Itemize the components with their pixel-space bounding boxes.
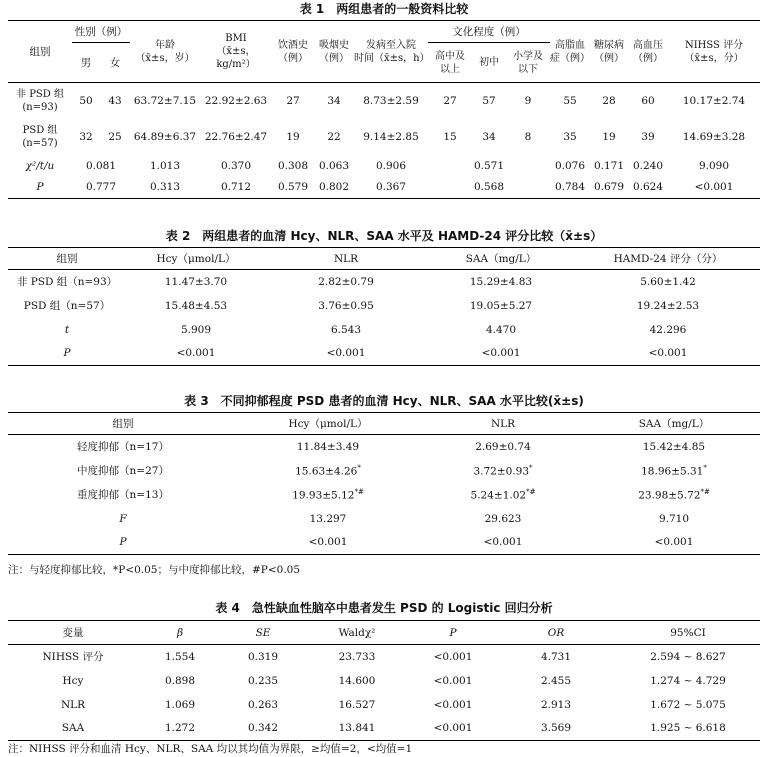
t3-header-nlr: NLR bbox=[490, 417, 516, 430]
t3-row-severe: 重度抑郁（n=13） 19.93±5.12*# 5.24±1.02*# 23.98±5.72*# bbox=[77, 487, 710, 502]
t4-header-or: OR bbox=[547, 626, 565, 639]
t1-row-psd: PSD 组 (n=57) 32 25 64.89±6.37 22.76±2.47 19 22 9.14±2.85 15 34 8 35 19 39 14.69±3.28 bbox=[22, 124, 746, 149]
t1-header-smoking: 吸烟史 （例） bbox=[319, 39, 349, 64]
t3-row-mild: 轻度抑郁（n=17） 11.84±3.49 2.69±0.74 15.42±4.85 bbox=[77, 440, 706, 454]
t4-row-nlr: NLR 1.069 0.263 16.527 <0.001 2.913 1.672 ~ 5.075 bbox=[60, 698, 726, 711]
t4-header-ci: 95%CI bbox=[670, 626, 706, 639]
table1-caption: 表 1 两组患者的一般资料比较 bbox=[299, 2, 469, 16]
t3-row-moderate: 中度抑郁（n=27） 15.63±4.26* 3.72±0.93* 18.96±5.31* bbox=[77, 463, 707, 478]
t1-header-male: 男 bbox=[80, 57, 92, 69]
t1-header-drinking: 饮酒史 （例） bbox=[278, 39, 308, 64]
t1-header-age: 年龄 （x̄±s，岁） bbox=[135, 39, 195, 64]
t3-row-f: F 13.297 29.623 9.710 bbox=[119, 512, 690, 525]
t3-header-hcy: Hcy（μmol/L） bbox=[288, 418, 368, 430]
t4-row-hcy: Hcy 0.898 0.235 14.600 <0.001 2.455 1.274 ~ 4.729 bbox=[62, 674, 726, 687]
table3-caption: 表 3 不同抑郁程度 PSD 患者的血清 Hcy、NLR、SAA 水平比较(x̄±s) bbox=[184, 394, 584, 408]
t2-header-hcy: Hcy（μmol/L） bbox=[156, 253, 236, 265]
table3-note: 注：与轻度抑郁比较，*P<0.05；与中度抑郁比较，#P<0.05 bbox=[8, 564, 301, 576]
t2-header-saa: SAA（mg/L） bbox=[465, 253, 537, 265]
t2-header-nlr: NLR bbox=[333, 252, 359, 265]
t1-row-p: P 0.777 0.313 0.712 0.579 0.802 0.367 0.568 0.784 0.679 0.624 <0.001 bbox=[8, 177, 760, 199]
t1-header-hypertension: 高血压 （例） bbox=[633, 39, 663, 64]
t4-row-saa: SAA 1.272 0.342 13.841 <0.001 3.569 1.925 ~ 6.618 bbox=[8, 717, 760, 741]
t4-header-wald: Waldχ² bbox=[338, 626, 376, 639]
t1-header-sex: 性别（例） bbox=[72, 21, 130, 43]
table4 bbox=[8, 620, 760, 741]
table1 bbox=[8, 20, 760, 199]
t1-header-education: 文化程度（例） bbox=[428, 21, 550, 43]
t3-row-p: P <0.001 <0.001 <0.001 bbox=[8, 531, 760, 555]
t1-header-onset: 发病至入院 时间（x̄±s，h） bbox=[354, 39, 430, 64]
t3-header-group: 组别 bbox=[112, 418, 134, 430]
t1-row-statistic: χ²/t/u 0.081 1.013 0.370 0.308 0.063 0.906 0.571 0.076 0.171 0.240 9.090 bbox=[25, 159, 730, 172]
t1-header-female: 女 bbox=[109, 57, 121, 69]
t2-row-p: P <0.001 <0.001 <0.001 <0.001 bbox=[8, 342, 760, 366]
t1-header-hyperlipidemia: 高脂血 症（例） bbox=[550, 39, 590, 64]
t4-header-beta: β bbox=[176, 626, 184, 639]
table4-caption: 表 4 急性缺血性脑卒中患者发生 PSD 的 Logistic 回归分析 bbox=[215, 601, 553, 615]
t4-row-nihss: NIHSS 评分 1.554 0.319 23.733 <0.001 4.731 2.594 ~ 8.627 bbox=[42, 650, 726, 664]
table2 bbox=[8, 247, 760, 366]
table2-caption: 表 2 两组患者的血清 Hcy、NLR、SAA 水平及 HAMD-24 评分比较（x̄±s） bbox=[165, 229, 603, 243]
t1-header-group: 组别 bbox=[29, 46, 51, 58]
t1-header-edu-middle: 初中 bbox=[479, 57, 499, 68]
t1-header-diabetes: 糖尿病 （例） bbox=[594, 39, 624, 64]
t3-header-saa: SAA（mg/L） bbox=[638, 418, 710, 430]
t2-header-hamd: HAMD-24 评分（分） bbox=[613, 253, 723, 265]
t2-row-t: t 5.909 6.543 4.470 42.296 bbox=[64, 323, 687, 336]
t1-header-nihss: NIHSS 评分 （x̄±s，分） bbox=[684, 39, 744, 64]
t2-row-psd: PSD 组（n=57） 15.48±4.53 3.76±0.95 19.05±5.27 19.24±2.53 bbox=[23, 299, 700, 312]
t2-header-group: 组别 bbox=[56, 253, 78, 265]
table4-note: 注：NIHSS 评分和血清 Hcy、NLR、SAA 均以其均值为界限，≥均值=2，<均值=1 bbox=[8, 743, 413, 755]
t2-row-non-psd: 非 PSD 组（n=93） 11.47±3.70 2.82±0.79 15.29±4.83 5.60±1.42 bbox=[16, 275, 696, 289]
t4-header-se: SE bbox=[255, 626, 271, 639]
t1-header-edu-primary: 小学及 以下 bbox=[513, 50, 543, 75]
t1-header-edu-high: 高中及 以上 bbox=[435, 50, 465, 75]
t1-header-bmi: BMI （x̄±s， kg/m²） bbox=[216, 33, 256, 70]
t4-header-p: P bbox=[449, 626, 457, 639]
t4-header-variable: 变量 bbox=[62, 627, 84, 639]
table3 bbox=[8, 412, 760, 555]
t1-row-non-psd: 非 PSD 组 (n=93) 50 43 63.72±7.15 22.92±2.63 27 34 8.73±2.59 27 57 9 55 28 60 10.17±2.74 bbox=[16, 88, 746, 113]
